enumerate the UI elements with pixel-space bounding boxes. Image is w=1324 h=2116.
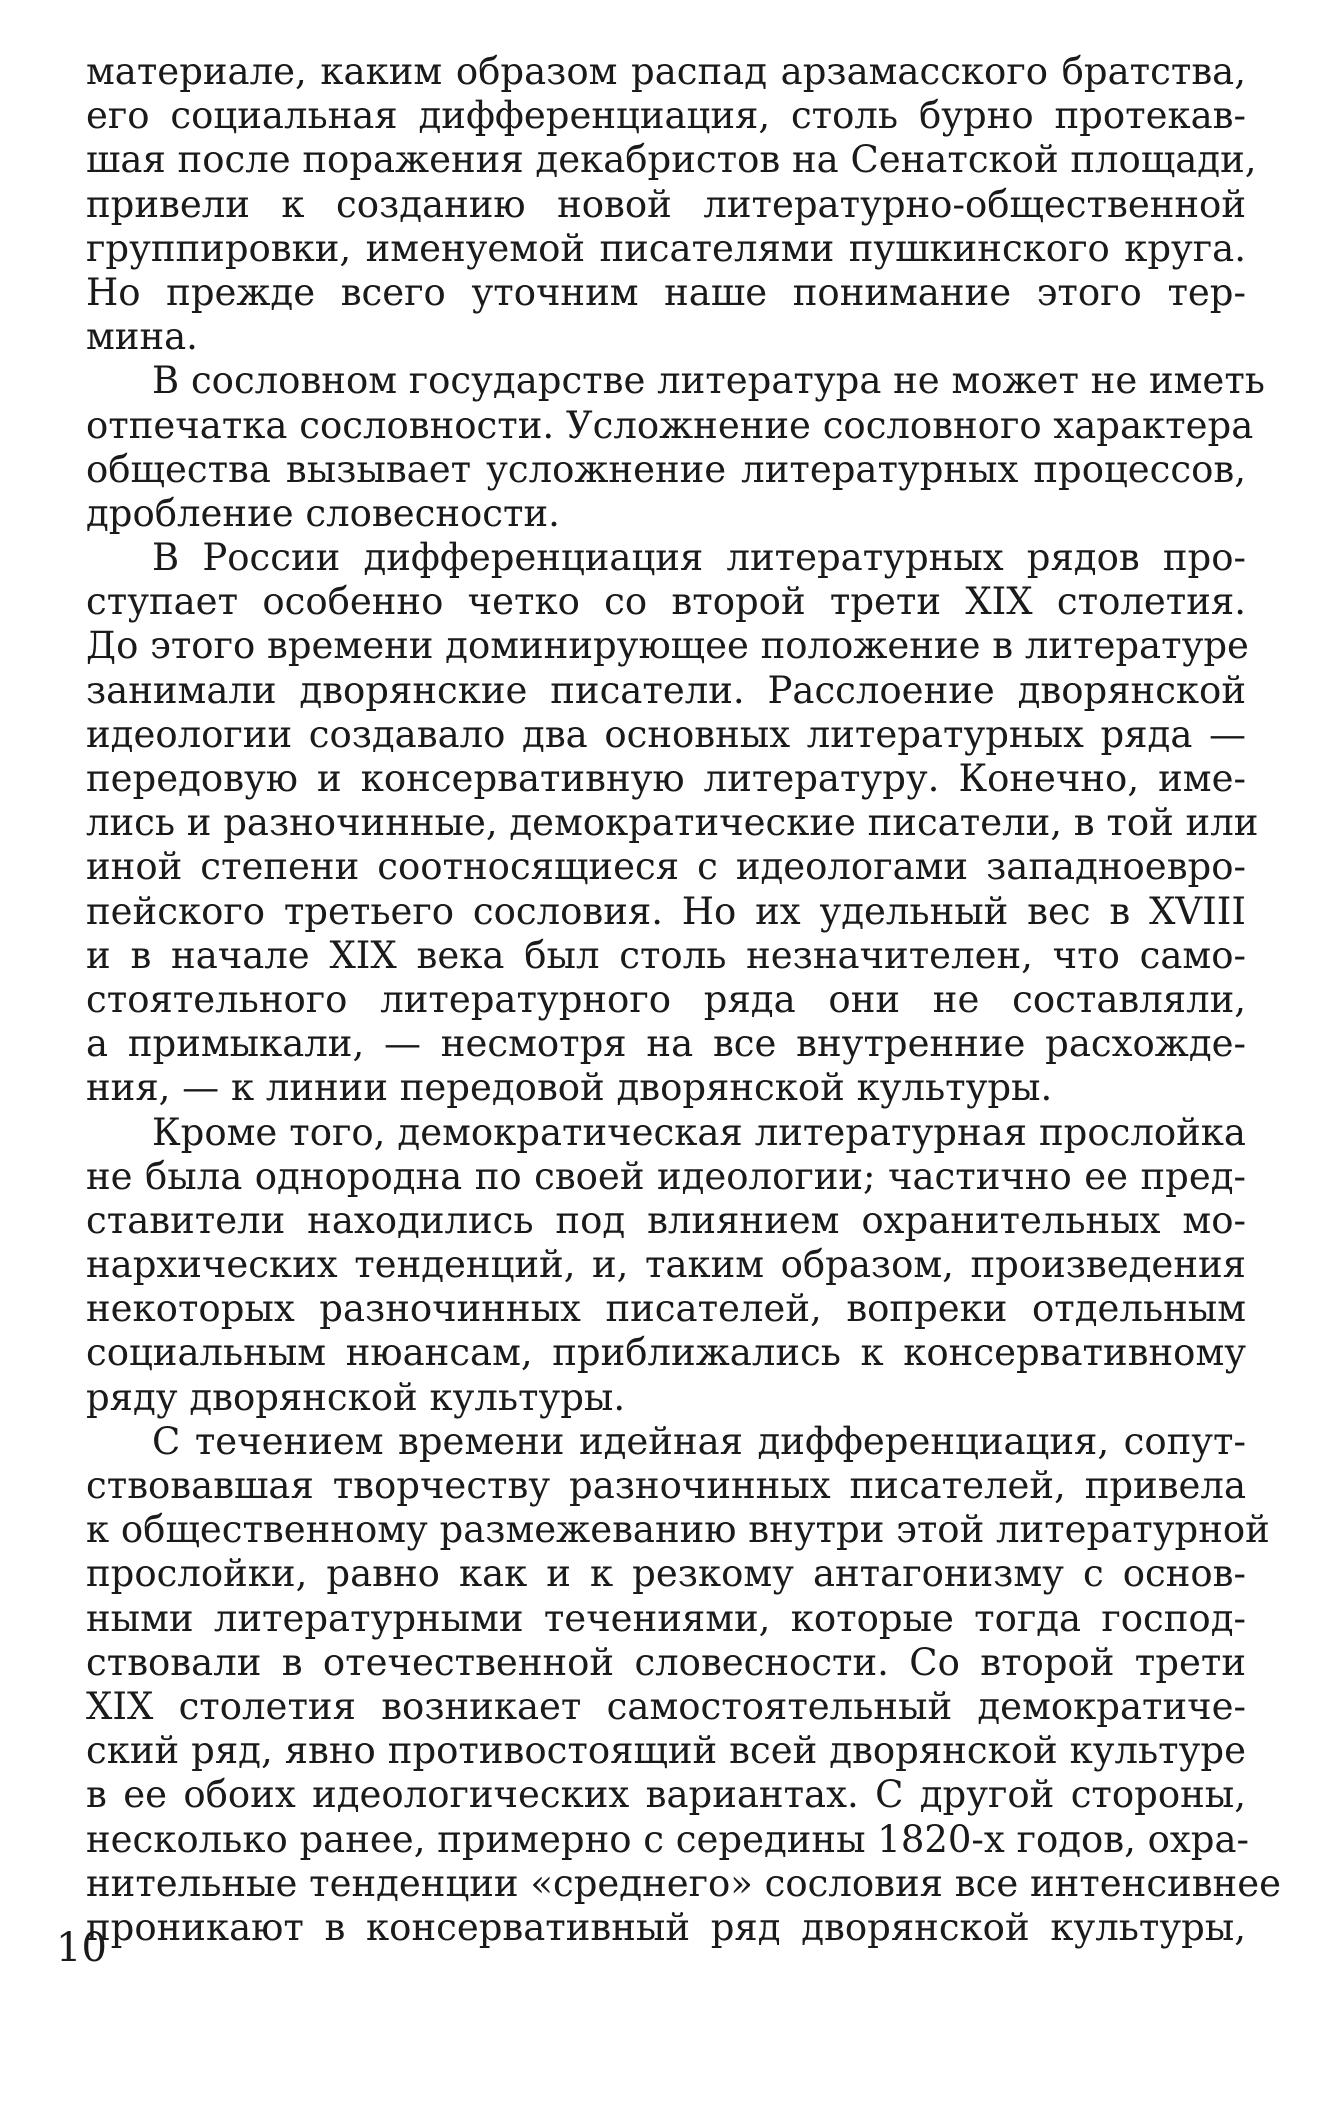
text-line: мина. [86,315,198,359]
text-line: проникают в консервативный ряд дворянской культуры, [86,1905,1246,1949]
text-line: Кроме того, демократическая литературная прослойка [152,1110,1246,1154]
text-line: ствовали в отечественной словесности. Со второй трети [86,1640,1246,1684]
text-line: До этого времени доминирующее положение в литературе [86,624,1249,668]
text-line: социальным нюансам, приближались к консервативному [86,1331,1246,1375]
page-body [86,50,1282,1950]
text-line: ряду дворянской культуры. [86,1375,626,1419]
text-line: нительные тенденции «среднего» сословия все интенсивнее [86,1861,1282,1905]
paragraph-2 [86,359,1265,536]
text-line: шая после поражения декабристов на Сенатской площади, [86,138,1257,182]
paragraph-4 [86,1111,1246,1420]
text-line: идеологии создавало два основных литературных ряда — [86,712,1246,756]
page-number: 10 [56,1925,107,1971]
paragraph-3 [86,536,1259,1110]
text-line: ский ряд, явно противостоящий всей дворянской культуре [86,1729,1246,1773]
text-line: к общественному размежеванию внутри этой литературной [86,1508,1270,1552]
text-line: иной степени соотносящиеся с идеологами западноевро- [86,845,1246,889]
text-line: общества вызывает усложнение литературных процессов, [86,447,1246,491]
paragraph-1 [86,50,1257,359]
text-line: дробление словесности. [86,491,560,535]
text-line: ными литературными течениями, которые тогда господ- [86,1596,1246,1640]
text-line: XIX столетия возникает самостоятельный демократиче- [86,1684,1246,1728]
text-line: лись и разночинные, демократические писатели, в той или [86,801,1259,845]
text-line: Но прежде всего уточним наше понимание этого тер- [86,270,1246,314]
text-line: В России дифференциация литературных рядов про- [152,536,1246,580]
text-line: не была однородна по своей идеологии; частично ее пред- [86,1154,1246,1198]
text-line: С течением времени идейная дифференциация, сопут- [152,1419,1246,1463]
paragraph-5 [86,1419,1282,1950]
text-line: материале, каким образом распад арзамасского братства, [86,50,1246,93]
text-line: пейского третьего сословия. Но их удельный вес в XVIII [86,889,1246,933]
text-line: ния, — к линии передовой дворянской культуры. [86,1066,1053,1110]
text-line: ставители находились под влиянием охранительных мо- [86,1198,1246,1242]
text-line: его социальная дифференциация, столь бурно протекав- [86,94,1246,138]
text-line: ступает особенно четко со второй трети XIX столетия. [86,580,1246,624]
text-line: отпечатка сословности. Усложнение сословного характера [86,403,1254,447]
text-line: несколько ранее, примерно с середины 1820-х годов, охра- [86,1817,1250,1861]
text-line: ствовавшая творчеству разночинных писателей, привела [86,1464,1246,1507]
text-line: некоторых разночинных писателей, вопреки отдельным [86,1287,1246,1331]
text-line: прослойки, равно как и к резкому антагонизму с основ- [86,1552,1246,1596]
text-line: передовую и консервативную литературу. Конечно, име- [86,757,1246,800]
text-line: группировки, именуемой писателями пушкинского круга. [86,226,1246,270]
text-line: привели к созданию новой литературно-общественной [86,182,1246,226]
text-line: в ее обоих идеологических вариантах. С другой стороны, [86,1773,1246,1817]
text-line: а примыкали, — несмотря на все внутренние расхожде- [86,1022,1246,1066]
text-line: стоятельного литературного ряда они не составляли, [86,977,1246,1021]
text-line: нархических тенденций, и, таким образом, произведения [86,1243,1246,1287]
text-line: и в начале XIX века был столь незначителен, что само- [86,933,1246,977]
text-line: занимали дворянские писатели. Расслоение дворянской [86,668,1246,712]
text-line: В сословном государстве литература не может не иметь [152,359,1265,403]
